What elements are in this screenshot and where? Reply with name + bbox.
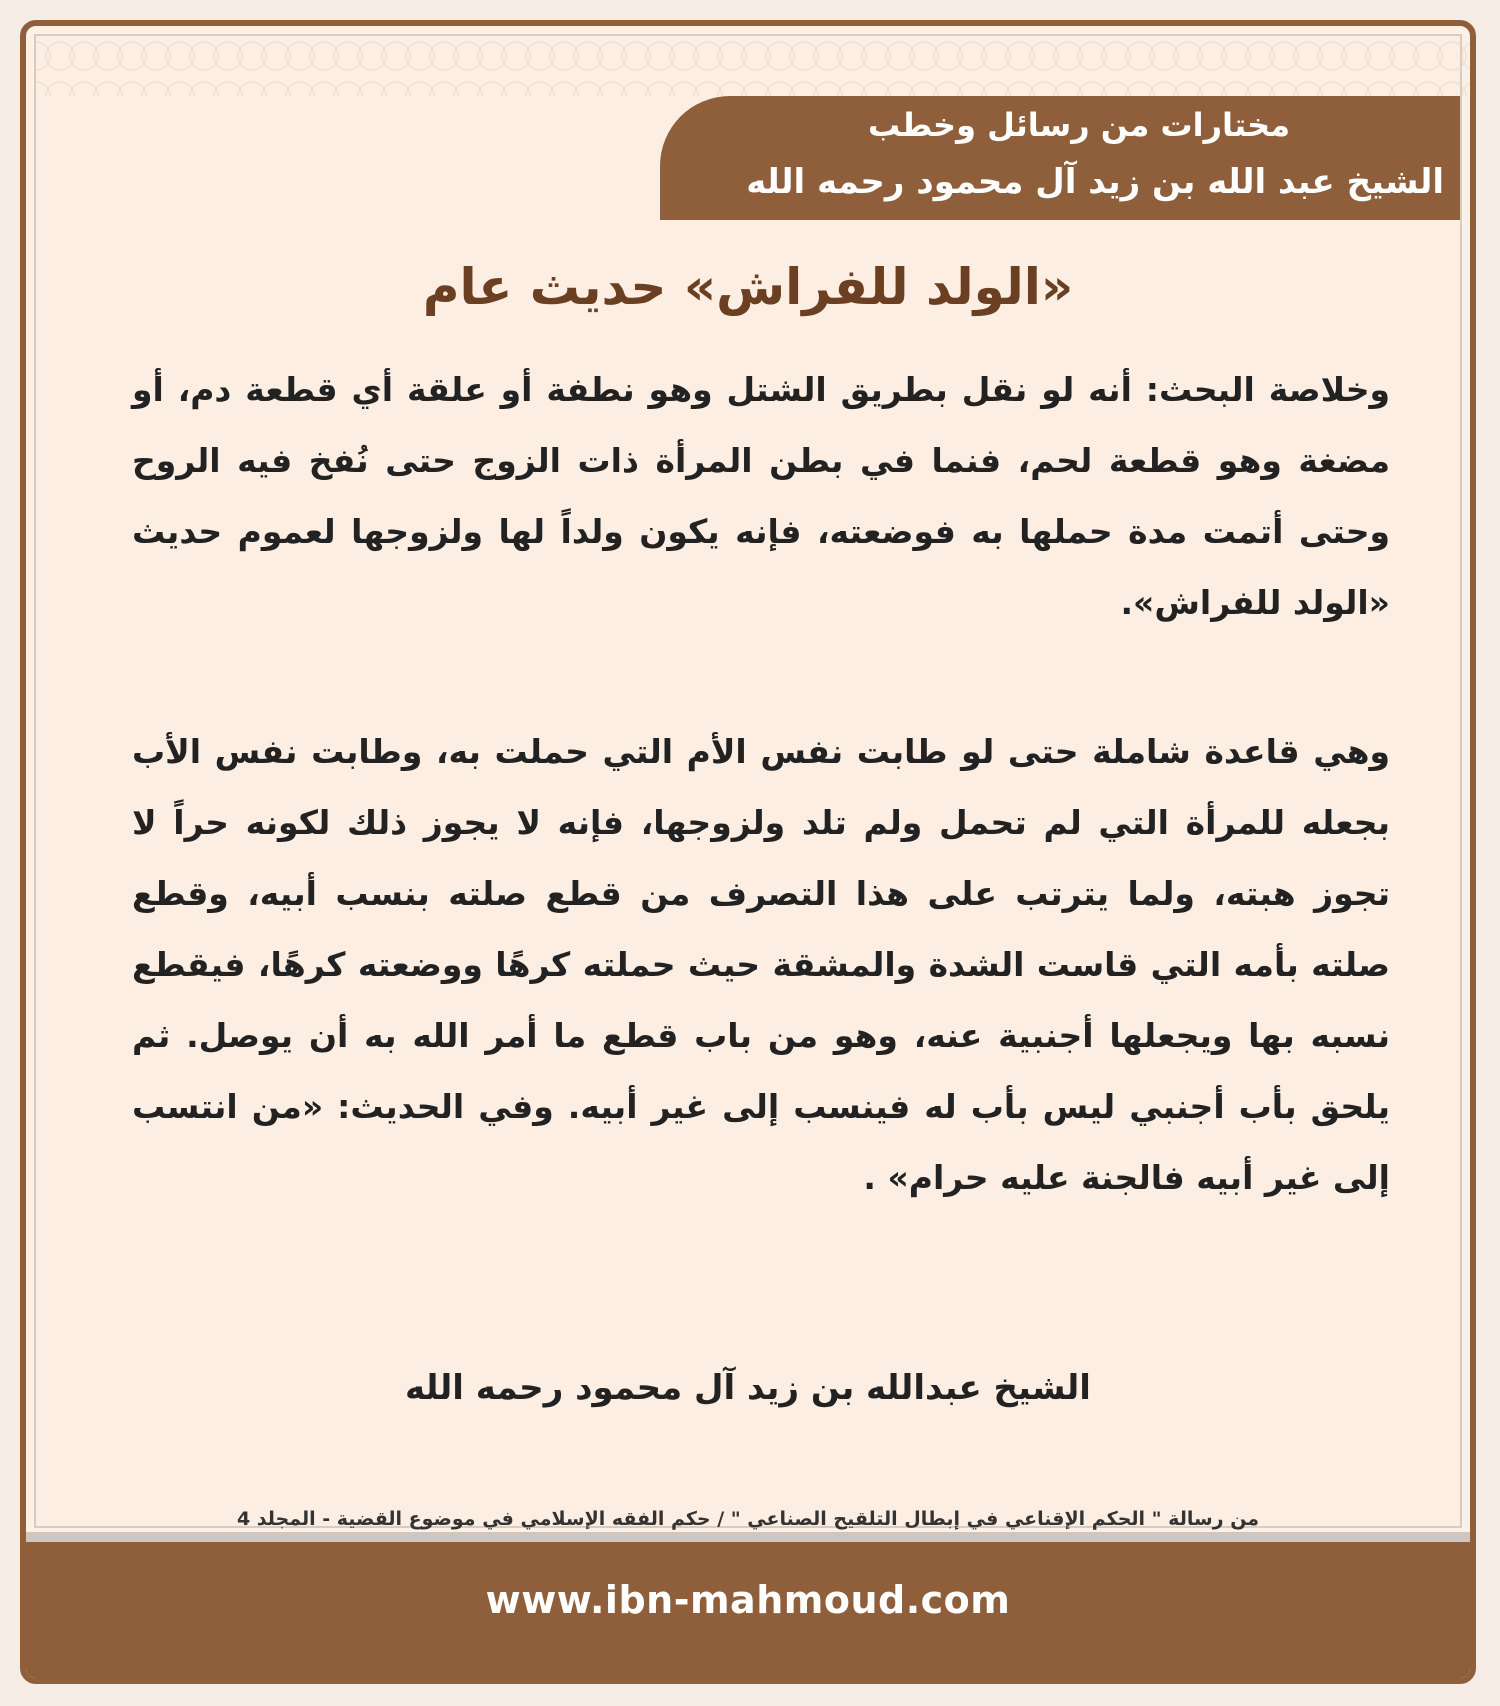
article-title: «الولد للفراش» حديث عام	[422, 258, 1074, 316]
decorative-pattern	[36, 36, 1472, 96]
footer-banner	[26, 1532, 1470, 1678]
source-citation: من رسالة " الحكم الإقناعي في إبطال التلقيح الصناعي " / حكم الفقه الإسلامي في موضوع القضية - المجلد 4	[236, 1508, 1260, 1530]
header-author-name: الشيخ عبد الله بن زيد آل محمود رحمه الله	[746, 162, 1444, 202]
website-link[interactable]: www.ibn-mahmoud.com	[485, 1578, 1011, 1622]
content-panel	[34, 34, 1462, 1528]
header-series-title: مختارات من رسائل وخطب	[867, 106, 1290, 144]
paragraph-2: وهي قاعدة شاملة حتى لو طابت نفس الأم التي حملت به، وطابت نفس الأب بجعله للمرأة التي لم تحمل ولم تلد ولزوجها، فإنه لا يجوز ذلك لكونه حراً لا تجوز هبته، ولما يترتب على هذا التصرف من قطع صلته بنسب أبيه، وقطع صلته بأمه التي قاست الشدة والمشقة حيث حملته كرهًا ووضعته كرهًا، فيقطع نسبه بها ويجعلها أجنبية عنه، وهو من باب قطع ما أمر الله به أن يوصل. ثم يلحق بأب أجنبي ليس بأب له فينسب إلى غير أبيه. وفي الحديث: «من انتسب إلى غير أبيه فالجنة عليه حرام» .	[132, 732, 1390, 1197]
author-signature: الشيخ عبدالله بن زيد آل محمود رحمه الله	[405, 1368, 1091, 1408]
header-banner	[660, 96, 1460, 220]
paragraph-1: وخلاصة البحث: أنه لو نقل بطريق الشتل وهو نطفة أو علقة أي قطعة دم، أو مضغة وهو قطعة لحم، فنما في بطن المرأة ذات الزوج حتى نُفخ فيه الروح وحتى أتمت مدة حملها به فوضعته، فإنه يكون ولداً لها ولزوجها لعموم حديث «الولد للفراش».	[132, 370, 1390, 622]
page-frame	[20, 20, 1476, 1684]
